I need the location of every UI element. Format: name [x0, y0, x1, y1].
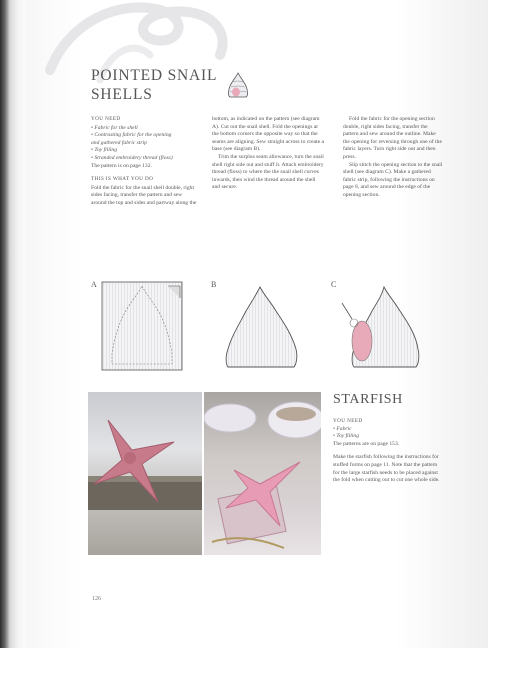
method-text: Make the starfish following the instructions for stuffed forms on page 11. Note that the pattern for the large starfish needs to be placed against the fold when cutting out to cut one whole side.	[333, 454, 440, 484]
method-text: Fold the fabric for the snail shell double, right sides facing, transfer the pattern and sew around the top and sides and partway along the	[91, 184, 197, 206]
method-text: Trim the surplus seam allowance, turn the snail shell right side out and stuff it. Attach embroidery thread (floss) to where the the snail shell curves inwards, then wind the thread around the shell and secure.	[212, 153, 324, 191]
method-text: bottom, as indicated on the pattern (see diagram A). Cut out the snail shell. Fold the openings at the bottom corners the opposite way so that the seams are aligning. Sew straight across to create a base (see diagram B).	[212, 116, 324, 153]
snail-column-2	[212, 116, 324, 192]
book-spine-shadow	[0, 0, 26, 660]
diagram-a-label: A	[91, 280, 97, 289]
you-need-heading: YOU NEED	[333, 418, 363, 424]
starfish-photo-left	[88, 392, 202, 555]
material-item: • Toy filling	[91, 147, 117, 154]
pattern-reference: The pattern is on page 132.	[91, 162, 152, 169]
starfish-title: STARFISH	[333, 392, 403, 407]
material-item: • Contrasting fabric for the opening	[91, 132, 172, 139]
diagram-c	[338, 285, 424, 369]
page-title	[91, 66, 241, 104]
material-item: • Fabric	[333, 425, 352, 432]
starfish-text	[333, 418, 445, 485]
snail-column-1	[91, 116, 199, 208]
you-need-heading: YOU NEED	[91, 116, 121, 122]
diagram-b-label: B	[211, 280, 217, 289]
method-heading: THIS IS WHAT YOU DO	[91, 176, 154, 183]
starfish-photo-right	[204, 392, 321, 555]
method-text: Slip stitch the opening section to the snail shell (see diagram C). Make a gathered fabric strip, following the instructions on page 8, and sew around the edge of the opening section.	[343, 161, 443, 198]
page-number: 126	[92, 596, 101, 602]
snail-column-3	[343, 116, 443, 200]
material-item: and gathered fabric strip	[91, 139, 147, 146]
scan-bottom-margin	[0, 648, 508, 699]
diagram-a	[100, 280, 186, 372]
pattern-reference: The patterns are on page 153.	[333, 440, 400, 447]
title-line-1: POINTED SNAIL	[91, 67, 218, 84]
title-line-2: SHELLS	[91, 86, 153, 103]
diagram-b	[222, 285, 304, 369]
method-text: Fold the fabric for the opening section double, right sides facing, transfer the pattern and sew around the outline. Make the opening for reversing through one of the fabric layers. Turn right side out and then press.	[343, 116, 442, 160]
material-item: • Stranded embroidery thread (floss)	[91, 154, 173, 161]
snail-shell-icon	[226, 72, 250, 98]
material-item: • Fabric for the shell	[91, 124, 138, 131]
diagram-c-label: C	[331, 280, 337, 289]
material-item: • Toy filling	[333, 433, 359, 440]
